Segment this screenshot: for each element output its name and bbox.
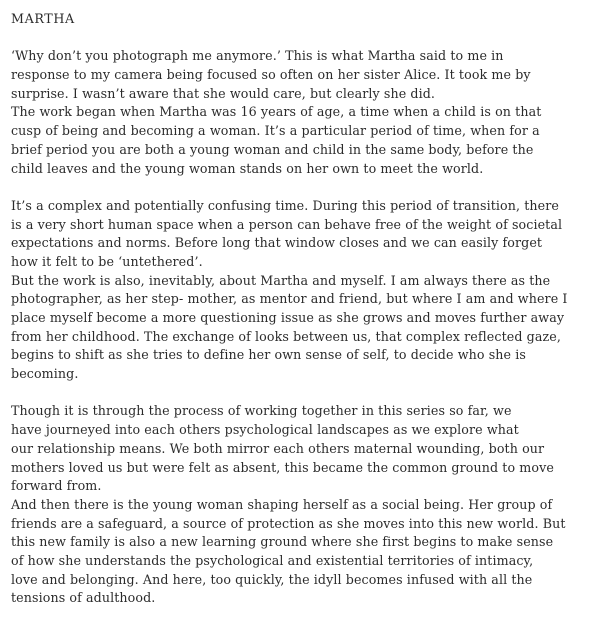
text-line: surprise. I wasn’t aware that she would care, but clearly she did. xyxy=(11,85,436,101)
text-line: from her childhood. The exchange of looks between us, that complex reflected gaze, xyxy=(11,328,561,344)
paragraph xyxy=(11,47,595,178)
page-title: MARTHA xyxy=(11,11,75,26)
spacer xyxy=(11,29,595,48)
text-line: how it felt to be ‘untethered’. xyxy=(11,253,203,269)
text-line: is a very short human space when a person can behave free of the weight of societal xyxy=(11,216,563,232)
text-line: of how she understands the psychological and existential territories of intimacy, xyxy=(11,552,534,568)
text-line: It’s a complex and potentially confusing time. During this period of transition, there xyxy=(11,197,559,213)
text-line: our relationship means. We both mirror each others maternal wounding, both our xyxy=(11,440,545,456)
text-line: becoming. xyxy=(11,366,79,382)
text-line: cusp of being and becoming a woman. It’s a particular period of time, when for a xyxy=(11,123,540,139)
text-line: place myself become a more questioning issue as she grows and moves further away xyxy=(11,310,565,325)
text-line: begins to shift as she tries to define her own sense of self, to decide who she is xyxy=(11,347,526,363)
paragraph-gap xyxy=(11,384,595,403)
text-line: expectations and norms. Before long that window closes and we can easily forget xyxy=(11,235,543,251)
text-line: The work began when Martha was 16 years of age, a time when a child is on that xyxy=(11,104,542,120)
document-body xyxy=(11,10,595,608)
text-line: have journeyed into each others psychological landscapes as we explore what xyxy=(11,422,519,438)
text-line: brief period you are both a young woman and child in the same body, before the xyxy=(11,141,534,157)
text-line: forward from. xyxy=(11,478,102,494)
text-line: friends are a safeguard, a source of protection as she moves into this new world. But xyxy=(11,515,566,531)
text-line: tensions of adulthood. xyxy=(11,590,156,606)
text-line: And then there is the young woman shaping herself as a social being. Her group of xyxy=(11,496,553,512)
text-line: child leaves and the young woman stands on her own to meet the world. xyxy=(11,160,484,176)
paragraph xyxy=(11,197,595,384)
paragraph-container xyxy=(11,47,595,608)
text-line: Though it is through the process of working together in this series so far, we xyxy=(11,403,512,419)
text-line: ‘Why don’t you photograph me anymore.’ This is what Martha said to me in xyxy=(11,48,504,64)
text-line: response to my camera being focused so often on her sister Alice. It took me by xyxy=(11,67,531,83)
text-line: love and belonging. And here, too quickly, the idyll becomes infused with all the xyxy=(11,571,533,587)
text-line: photographer, as her step- mother, as mentor and friend, but where I am and where I xyxy=(11,291,568,307)
text-line: But the work is also, inevitably, about Martha and myself. I am always there as the xyxy=(11,272,551,288)
text-line: mothers loved us but were felt as absent, this became the common ground to move xyxy=(11,459,554,475)
paragraph-gap xyxy=(11,178,595,197)
text-line: this new family is also a new learning ground where she first begins to make sense xyxy=(11,534,554,550)
paragraph xyxy=(11,402,595,608)
